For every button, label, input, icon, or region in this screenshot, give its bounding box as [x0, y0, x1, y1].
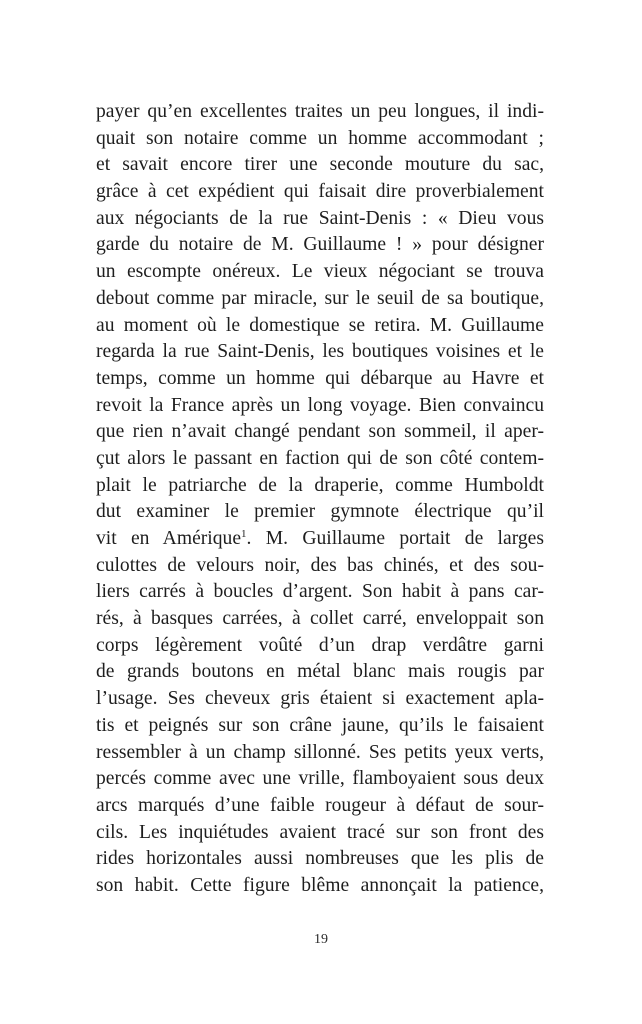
text-line: arcs marqués d’une faible rougeur à défaut de sour-: [96, 794, 544, 816]
text-line: regarda la rue Saint-Denis, les boutiques voisines et le: [96, 341, 544, 363]
text-line: temps, comme un homme qui débarque au Havre et: [96, 367, 544, 389]
text-line: tis et peignés sur son crâne jaune, qu’ils le faisaient: [96, 714, 544, 736]
text-line: l’usage. Ses cheveux gris étaient si exactement apla-: [96, 688, 544, 710]
text-fragment: vit en Amérique: [96, 528, 242, 549]
text-line: liers carrés à boucles d’argent. Son habit à pans car-: [96, 581, 544, 603]
text-line: debout comme par miracle, sur le seuil de sa boutique,: [96, 287, 544, 309]
text-line: çut alors le passant en faction qui de son côté contem-: [96, 447, 544, 469]
text-line: un escompte onéreux. Le vieux négociant se trouva: [96, 261, 544, 283]
text-line: quait son notaire comme un homme accommodant ;: [96, 127, 544, 149]
text-line: rés, à basques carrées, à collet carré, enveloppait son: [96, 608, 544, 630]
text-line: son habit. Cette figure blême annonçait la patience,: [96, 874, 544, 896]
text-line: dut examiner le premier gymnote électrique qu’il: [96, 501, 544, 523]
text-line: aux négociants de la rue Saint-Denis : « Dieu vous: [96, 207, 544, 229]
text-line: que rien n’avait changé pendant son sommeil, il aper-: [96, 421, 544, 443]
text-line: grâce à cet expédient qui faisait dire proverbialement: [96, 181, 544, 203]
text-line: corps légèrement voûté d’un drap verdâtre garni: [96, 634, 544, 656]
text-line: ressembler à un champ sillonné. Ses petits yeux verts,: [96, 741, 544, 763]
text-line: au moment où le domestique se retira. M. Guillaume: [96, 314, 544, 336]
text-line: et savait encore tirer une seconde mouture du sac,: [96, 154, 544, 176]
text-line: plait le patriarche de la draperie, comme Humboldt: [96, 474, 544, 496]
text-line: percés comme avec une vrille, flamboyaient sous deux: [96, 768, 544, 790]
text-line: payer qu’en excellentes traites un peu longues, il indi-: [96, 101, 544, 122]
body-text: [96, 99, 544, 900]
text-line: cils. Les inquiétudes avaient tracé sur son front des: [96, 821, 544, 843]
text-line: culottes de velours noir, des bas chinés, et des sou-: [96, 554, 544, 576]
page-number: 19: [314, 932, 328, 947]
text-line: revoit la France après un long voyage. Bien convaincu: [96, 394, 544, 416]
text-line: de grands boutons en métal blanc mais rougis par: [96, 661, 544, 683]
footnote-reference[interactable]: 1: [241, 528, 247, 540]
text-line-with-footnote: [96, 526, 544, 553]
text-line: rides horizontales aussi nombreuses que les plis de: [96, 848, 544, 870]
text-fragment: . M. Guillaume portait de larges: [246, 528, 544, 549]
text-line: garde du notaire de M. Guillaume ! » pour désigner: [96, 234, 544, 256]
